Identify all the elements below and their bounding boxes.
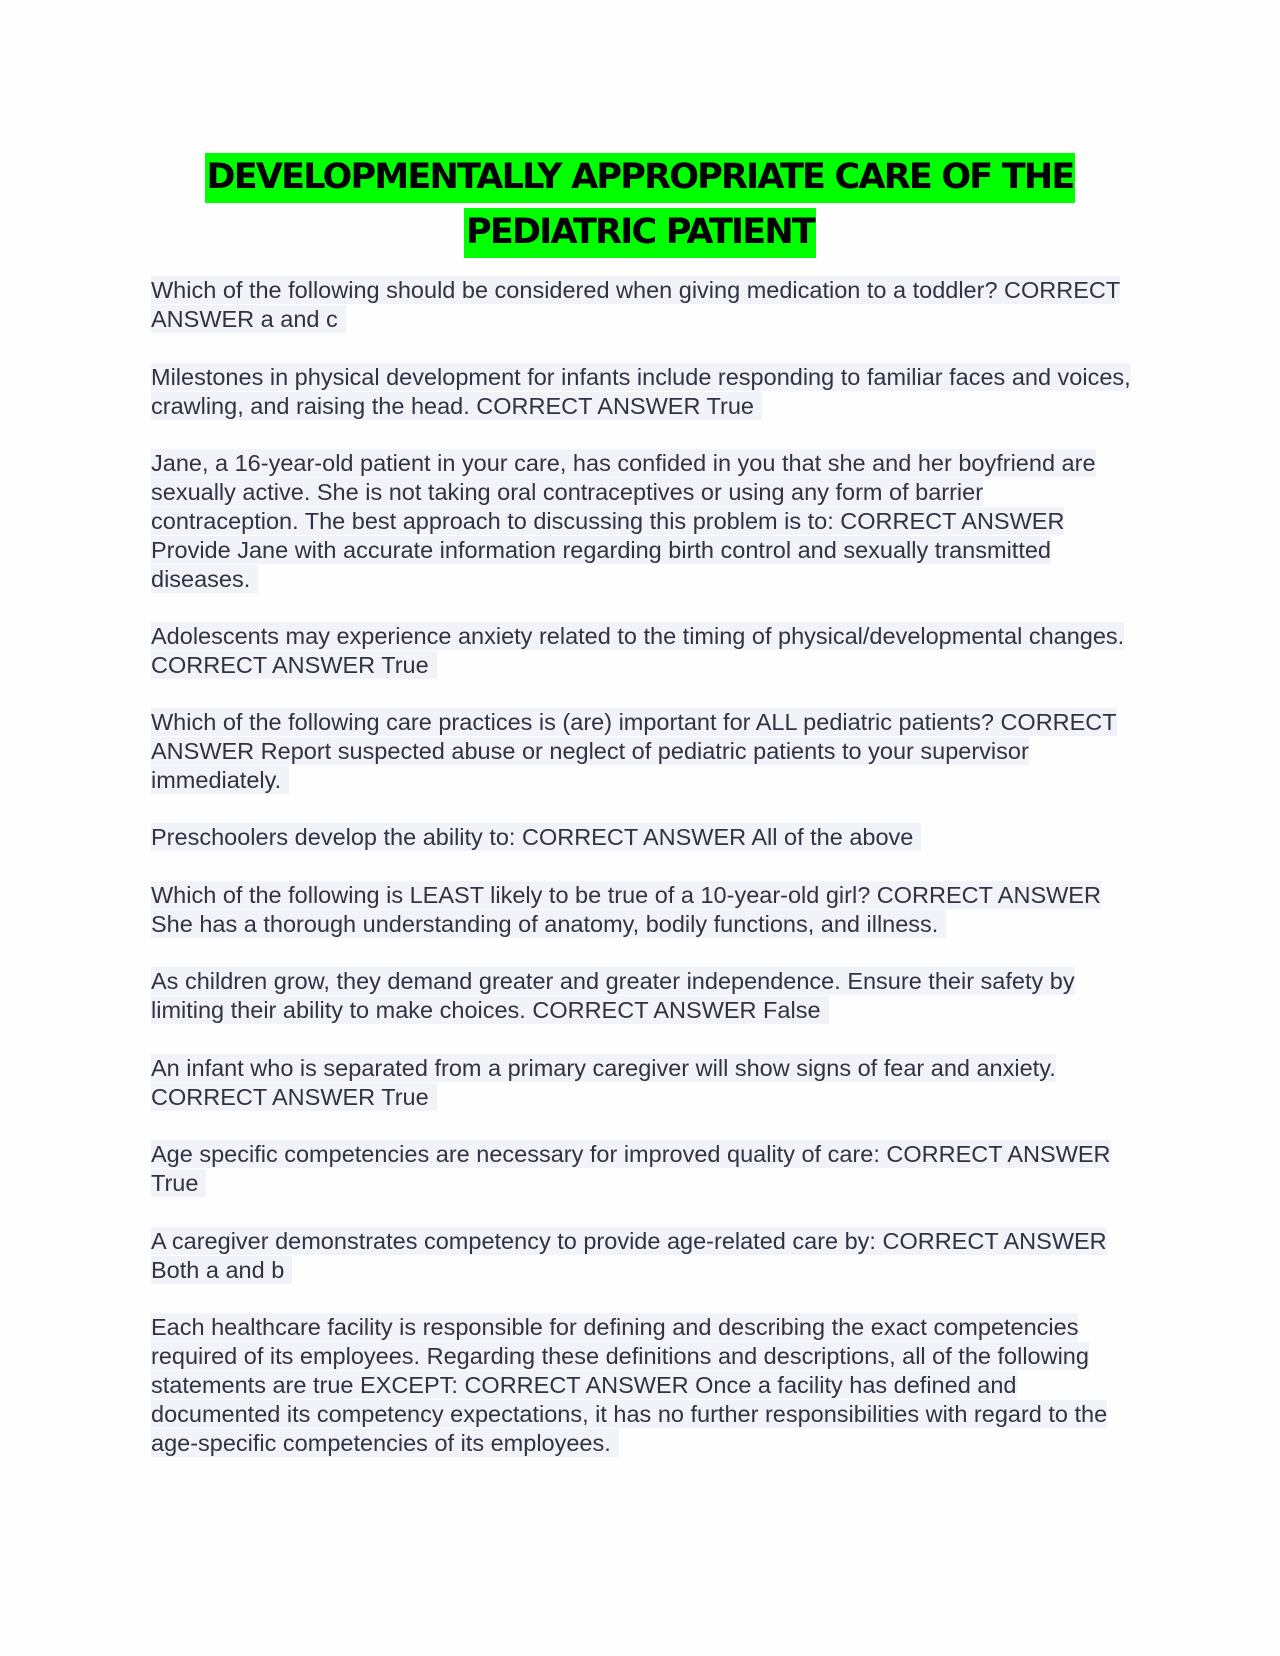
qa-text: Which of the following care practices is (are) important for ALL pediatric patients? CORRECT ANSWER Report suspected abuse or neglect of pediatric patients to your supervisor immediately.: [151, 709, 1117, 793]
qa-item: [151, 276, 1131, 334]
qa-item: [151, 708, 1131, 795]
qa-item: [151, 967, 1131, 1025]
qa-text: Age specific competencies are necessary for improved quality of care: CORRECT ANSWER True: [151, 1141, 1111, 1196]
qa-item: [151, 1313, 1131, 1458]
qa-item: [151, 1140, 1131, 1198]
qa-text: Jane, a 16-year-old patient in your care, has confided in you that she and her boyfriend are sexually active. She is not taking oral contraceptives or using any form of barrier contraception. The best approach to discussing this problem is to: CORRECT ANSWER Provide Jane with accurate information regarding birth control and sexually transmitted diseases.: [151, 450, 1096, 592]
qa-item: [151, 622, 1131, 680]
qa-item: [151, 823, 1131, 852]
qa-text: Which of the following should be considered when giving medication to a toddler? CORRECT ANSWER a and c: [151, 277, 1121, 332]
qa-text: Which of the following is LEAST likely to be true of a 10-year-old girl? CORRECT ANSWER She has a thorough understanding of anatomy, bodily functions, and illness.: [151, 882, 1101, 937]
qa-text: Preschoolers develop the ability to: CORRECT ANSWER All of the above: [151, 823, 921, 851]
title-line-2: PEDIATRIC PATIENT: [464, 208, 816, 258]
qa-item: [151, 1054, 1131, 1112]
qa-text: Each healthcare facility is responsible for defining and describing the exact competencies required of its employees. Regarding these definitions and descriptions, all of the following statements are true EXCEPT: CORRECT ANSWER Once a facility has defined and documented its competency expectations, it has no further responsibilities with regard to the age-specific competencies of its employees.: [151, 1314, 1108, 1456]
title-line-1: DEVELOPMENTALLY APPROPRIATE CARE OF THE: [205, 153, 1076, 203]
qa-text: As children grow, they demand greater and greater independence. Ensure their safety by limiting their ability to make choices. CORRECT ANSWER False: [151, 968, 1075, 1023]
qa-text: An infant who is separated from a primary caregiver will show signs of fear and anxiety. CORRECT ANSWER True: [151, 1055, 1056, 1110]
qa-item: [151, 881, 1131, 939]
document-title: [150, 150, 1130, 260]
qa-text: A caregiver demonstrates competency to provide age-related care by: CORRECT ANSWER Both a and b: [151, 1228, 1107, 1283]
qa-text: Milestones in physical development for infants include responding to familiar faces and voices, crawling, and raising the head. CORRECT ANSWER True: [151, 364, 1131, 419]
qa-item: [151, 1227, 1131, 1285]
qa-item: [151, 449, 1131, 594]
qa-item: [151, 363, 1131, 421]
qa-text: Adolescents may experience anxiety related to the timing of physical/developmental changes. CORRECT ANSWER True: [151, 623, 1125, 678]
